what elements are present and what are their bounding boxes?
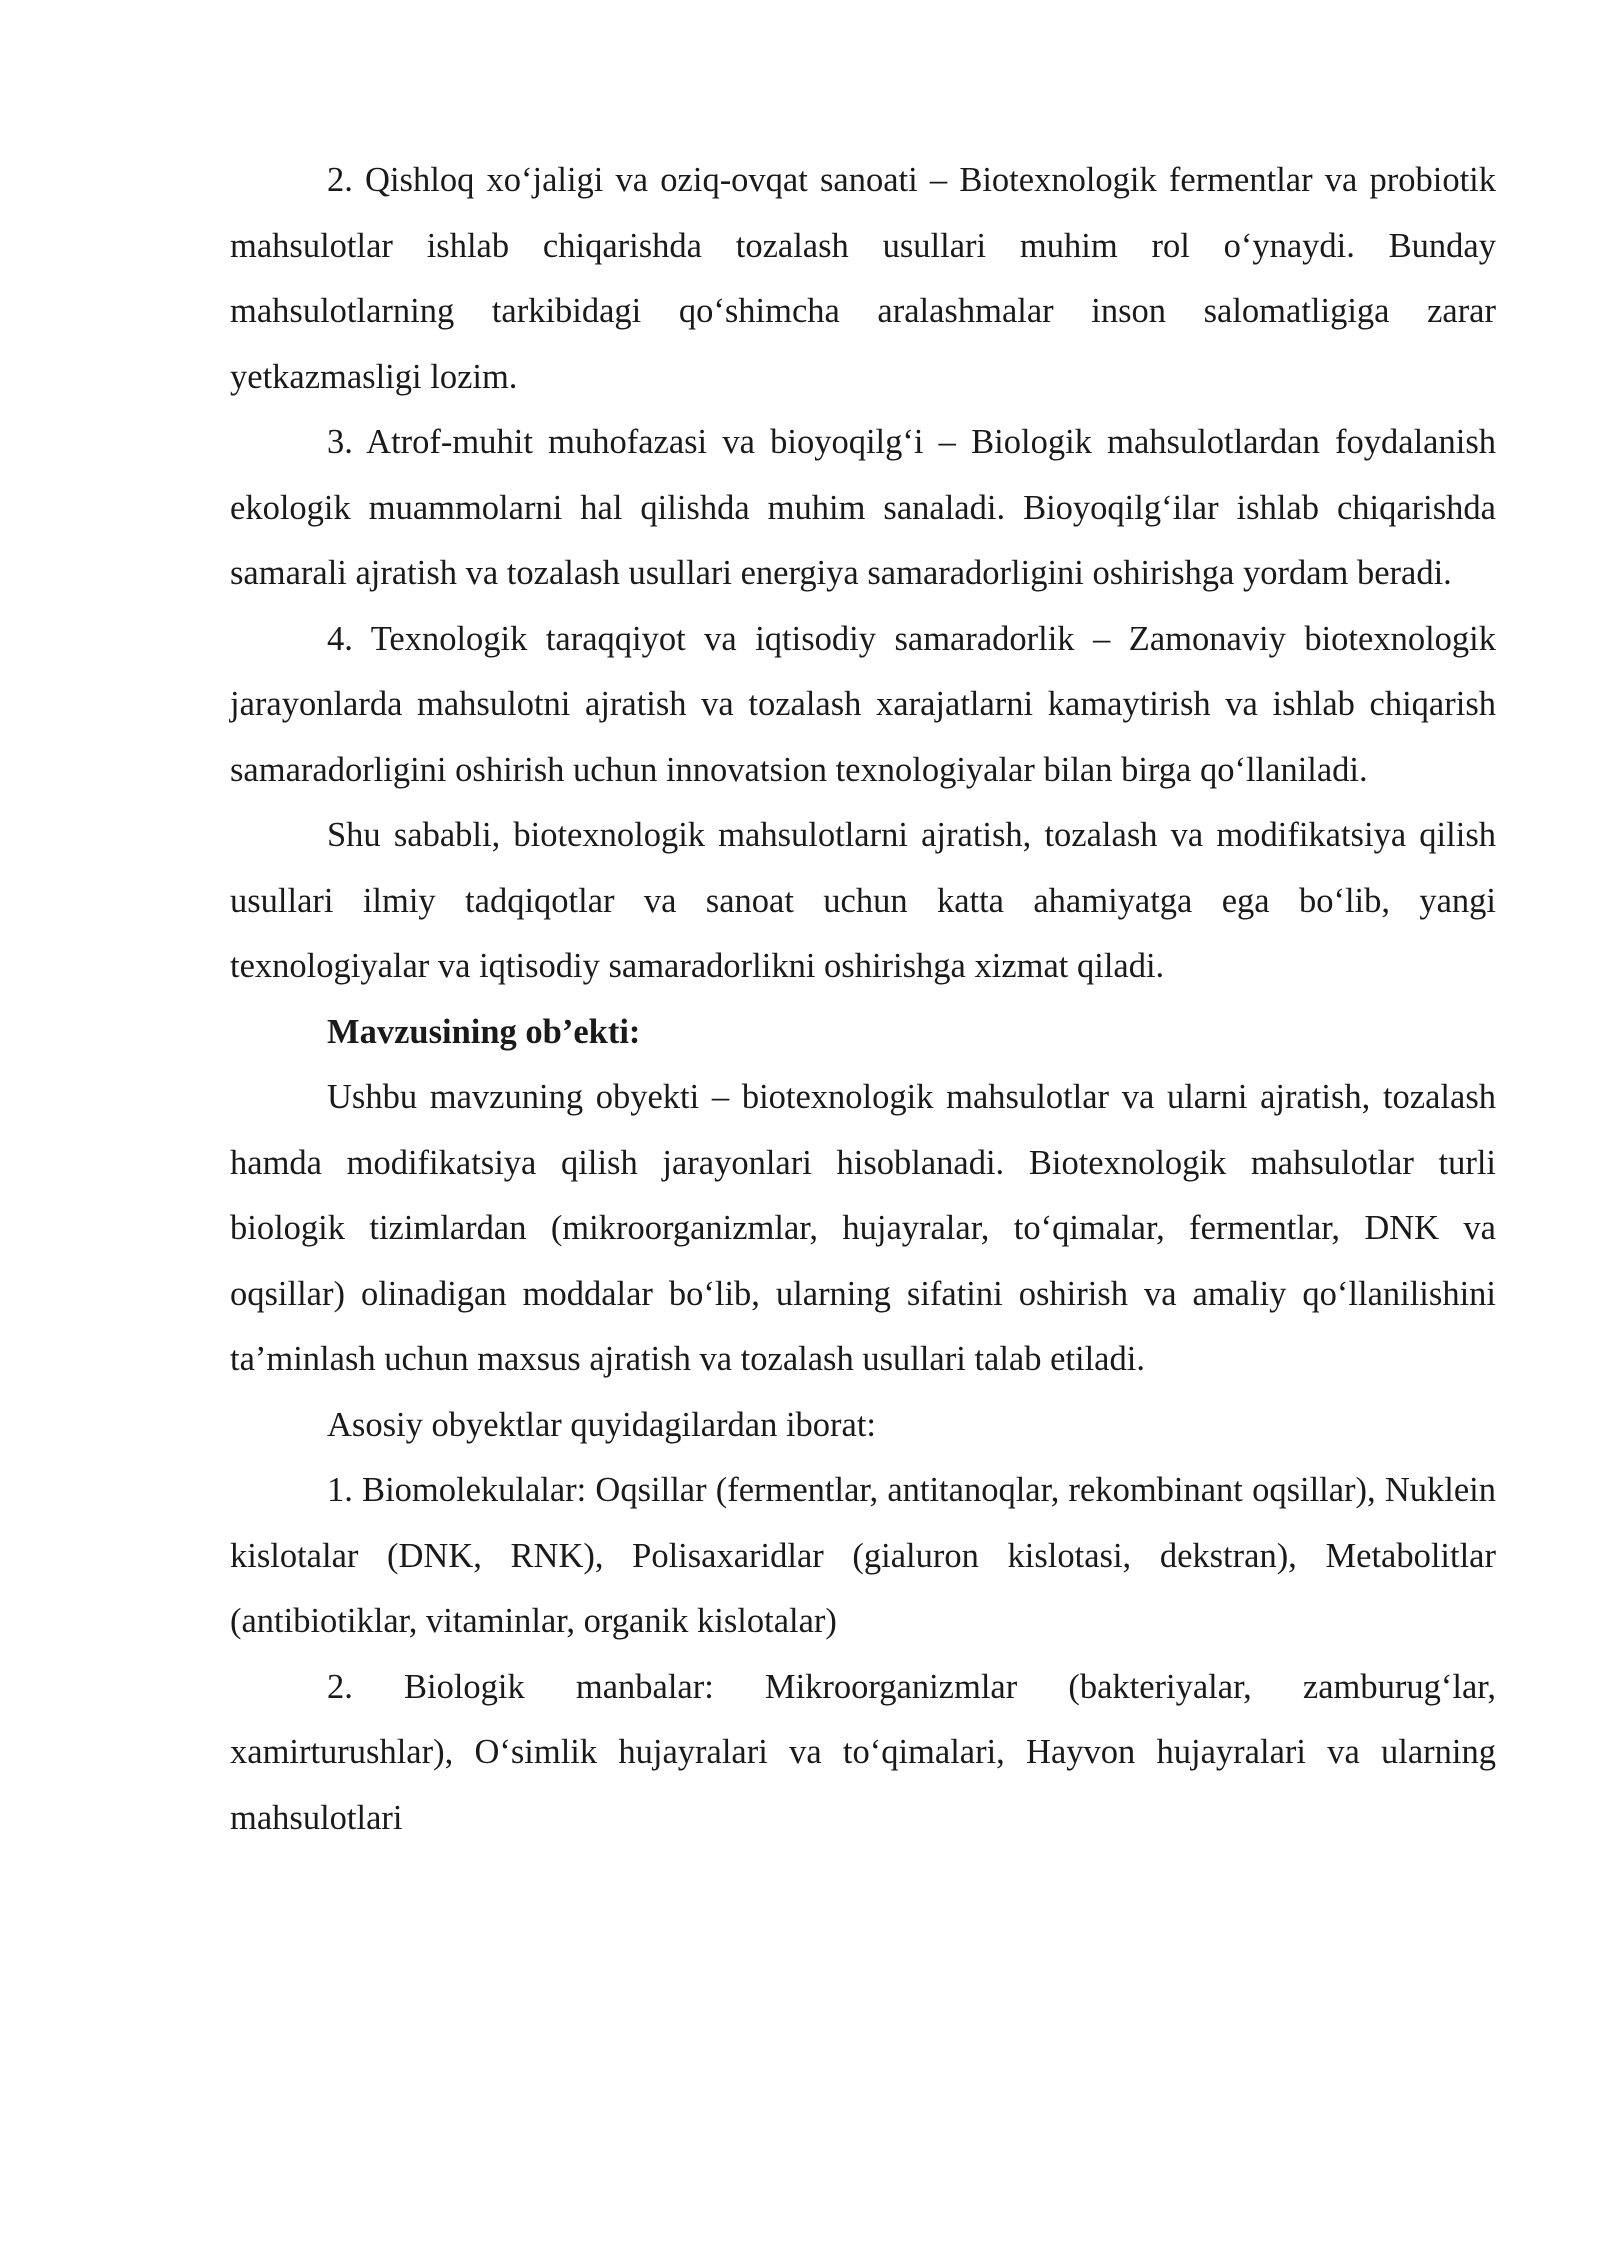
paragraph-technology: 4. Texnologik taraqqiyot va iqtisodiy samaradorlik – Zamonaviy biotexnologik jarayonlarda mahsulotni ajratish va tozalash xarajatlarni kamaytirish va ishlab chiqarish samaradorligini oshirish uchun innovatsion texnologiyalar bilan birga qo‘llaniladi. (230, 619, 1496, 789)
paragraph-environment: 3. Atrof-muhit muhofazasi va bioyoqilg‘i – Biologik mahsulotlardan foydalanish ekologik muammolarni hal qilishda muhim sanaladi. Bioyoqilg‘ilar ishlab chiqarishda samarali ajratish va tozalash usullari energiya samaradorligini oshirishga yordam beradi. (230, 423, 1496, 592)
paragraph-object: Ushbu mavzuning obyekti – biotexnologik mahsulotlar va ularni ajratish, tozalash hamda modifikatsiya qilish jarayonlari hisoblanadi. Biotexnologik mahsulotlar turli biologik tizimlardan (mikroorganizmlar, hujayralar, to‘qimalar, fermentlar, DNK va oqsillar) olinadigan moddalar bo‘lib, ularning sifatini oshirish va amaliy qo‘llanilishini ta’minlash uchun maxsus ajratish va tozalash usullari talab etiladi. (230, 1078, 1496, 1378)
paragraph-main-objects-intro: Asosiy obyektlar quyidagilardan iborat: (327, 1405, 877, 1444)
paragraph-agriculture: 2. Qishloq xo‘jaligi va oziq-ovqat sanoati – Biotexnologik fermentlar va probiotik mahsulotlar ishlab chiqarishda tozalash usullari muhim rol o‘ynaydi. Bunday mahsulotlarning tarkibidagi qo‘shimcha aralashmalar inson salomatligiga zarar yetkazmasligi lozim. (230, 161, 1496, 396)
document-body (230, 148, 1496, 1851)
paragraph-biomolecules: 1. Biomolekulalar: Oqsillar (fermentlar, antitanoqlar, rekombinant oqsillar), Nuklein kislotalar (DNK, RNK), Polisaxaridlar (gialuron kislotasi, dekstran), Metabolitlar (antibiotiklar, vitaminlar, organik kislotalar) (230, 1471, 1496, 1640)
section-heading: Mavzusining ob’ekti: (327, 1012, 641, 1051)
paragraph-biological-sources: 2. Biologik manbalar: Mikroorganizmlar (bakteriyalar, zamburug‘lar, xamirturushlar), O‘simlik hujayralari va to‘qimalari, Hayvon hujayralari va ularning mahsulotlari (230, 1667, 1496, 1837)
paragraph-conclusion: Shu sababli, biotexnologik mahsulotlarni ajratish, tozalash va modifikatsiya qilish usullari ilmiy tadqiqotlar va sanoat uchun katta ahamiyatga ega bo‘lib, yangi texnologiyalar va iqtisodiy samaradorlikni oshirishga xizmat qiladi. (230, 816, 1496, 985)
